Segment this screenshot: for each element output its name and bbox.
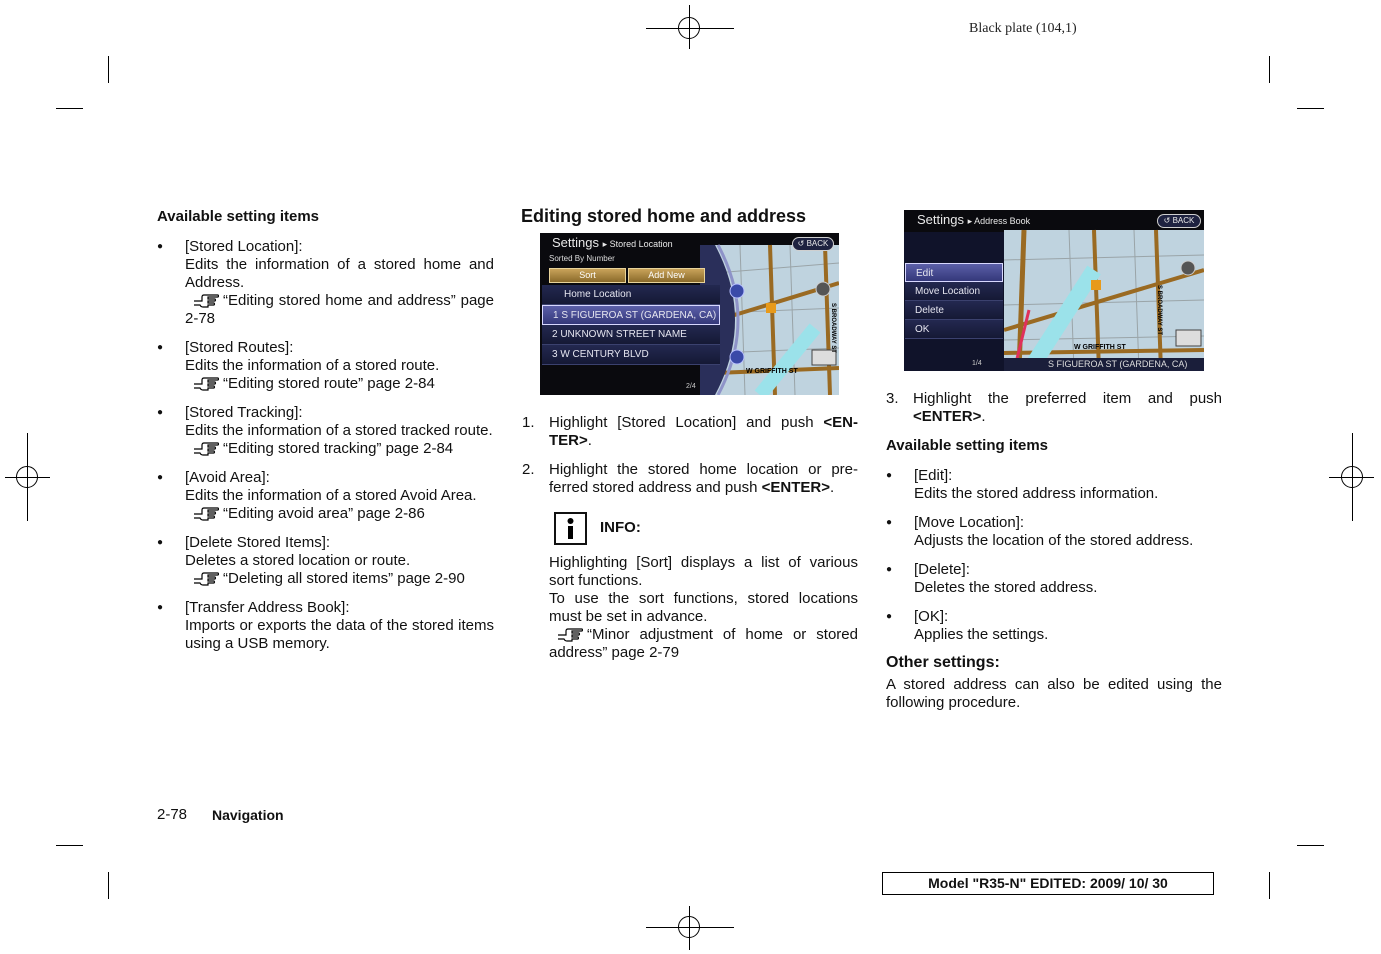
info-label: INFO: [600, 519, 641, 536]
left-heading: Available setting items [157, 208, 319, 225]
right-heading: Available setting items [886, 437, 1048, 454]
list-item-home-location[interactable]: Home Location [542, 285, 720, 305]
crop-mark [1269, 872, 1270, 899]
add-new-button[interactable]: Add New [628, 268, 705, 283]
page-indicator: 1/4 [972, 360, 982, 367]
list-item: ● [Move Location]: Adjusts the location of the stored address. [886, 514, 1222, 550]
section-name: Navigation [212, 807, 284, 823]
step-2: 2. Highlight the stored home location or pre-ferred stored address and push <ENTER>. [522, 461, 858, 496]
page-reference: “Editing stored home and address” page 2-78 [185, 292, 494, 327]
list-item: ● [Delete]: Deletes the stored address. [886, 561, 1222, 597]
right-column [886, 390, 1222, 712]
left-column [157, 208, 494, 653]
section-heading: Editing stored home and address [521, 206, 807, 226]
list-item: ● [Stored Tracking]: Edits the information of a stored tracked route. “Editing stored tracking” page 2-84 [157, 404, 494, 458]
map-street-label: W GRIFFITH ST [1074, 344, 1126, 351]
page-reference: “Deleting all stored items” page 2-90 [185, 570, 494, 588]
page-indicator: 2/4 [686, 383, 696, 390]
nav-screen-stored-location [540, 233, 839, 395]
map-street-label: W GRIFFITH ST [746, 368, 798, 375]
list-item-stored-location[interactable]: 1 S FIGUEROA ST (GARDENA, CA) [542, 305, 720, 325]
crop-mark [56, 108, 83, 109]
crop-mark [108, 56, 109, 83]
list-item: ● [Stored Location]: Edits the information of a stored home and Address. “Editing stored home and address” page 2-78 [157, 238, 494, 328]
middle-column [522, 414, 858, 497]
pointing-hand-icon [193, 375, 219, 391]
pointing-hand-icon [193, 505, 219, 521]
list-item: ● [Transfer Address Book]: Imports or exports the data of the stored items using a USB memory. [157, 599, 494, 653]
model-edited-label: Model "R35-N" EDITED: 2009/ 10/ 30 [882, 872, 1214, 895]
other-settings-text: A stored address can also be edited using the following procedure. [886, 676, 1222, 711]
list-item: ● [Edit]: Edits the stored address information. [886, 467, 1222, 503]
page-reference: “Editing avoid area” page 2-86 [185, 505, 494, 523]
other-settings-heading: Other settings: [886, 654, 1000, 671]
crop-mark [108, 872, 109, 899]
step-3: 3. Highlight the preferred item and push <ENTER>. [886, 390, 1222, 425]
address-label: S FIGUEROA ST (GARDENA, CA) [1048, 359, 1188, 369]
list-item-stored-location[interactable]: 2 UNKNOWN STREET NAME [542, 325, 720, 345]
menu-item-edit[interactable]: Edit [905, 263, 1003, 282]
page-reference: “Minor adjustment of home or stored address” page 2-79 [549, 626, 858, 661]
page-number: 2-78 [157, 806, 188, 823]
map-street-label: S BROADWAY ST [830, 303, 836, 354]
menu-item-delete[interactable]: Delete [905, 301, 1003, 320]
sort-button[interactable]: Sort [549, 268, 626, 283]
page-reference: “Editing stored route” page 2-84 [185, 375, 494, 393]
pointing-hand-icon [557, 626, 583, 642]
map-street-label: S BROADWAY ST [1156, 285, 1162, 336]
step-1: 1. Highlight [Stored Location] and push <EN-TER>. [522, 414, 858, 449]
info-icon [554, 512, 587, 545]
back-button[interactable]: ↺ BACK [1157, 214, 1201, 228]
crop-mark [56, 845, 83, 846]
list-item-stored-location[interactable]: 3 W CENTURY BLVD [542, 345, 720, 365]
pointing-hand-icon [193, 570, 219, 586]
crop-mark [1297, 845, 1324, 846]
page-reference: “Editing stored tracking” page 2-84 [185, 440, 494, 458]
list-item: ● [Delete Stored Items]: Deletes a stored location or route. “Deleting all stored items” page 2-90 [157, 534, 494, 588]
crop-mark [1297, 108, 1324, 109]
menu-item-move-location[interactable]: Move Location [905, 282, 1003, 301]
info-text: Highlighting [Sort] displays a list of various sort functions. To use the sort functions, stored locations must be set in advance. “Minor adjustment of home or stored address” page 2-79 [549, 554, 858, 661]
pointing-hand-icon [193, 292, 219, 308]
plate-label: Black plate (104,1) [969, 21, 1077, 36]
sort-label: Sorted By Number [549, 254, 615, 263]
pointing-hand-icon [193, 440, 219, 456]
back-button[interactable]: ↺ BACK [792, 237, 834, 251]
screen-title: Settings ▸ Address Book [917, 212, 1031, 227]
nav-screen-address-book [904, 210, 1204, 371]
crop-mark [1269, 56, 1270, 83]
list-item: ● [OK]: Applies the settings. [886, 608, 1222, 644]
screen-title: Settings ▸ Stored Location [552, 235, 673, 250]
menu-item-ok[interactable]: OK [905, 320, 1003, 339]
list-item: ● [Avoid Area]: Edits the information of a stored Avoid Area. “Editing avoid area” page 2-86 [157, 469, 494, 523]
list-item: ● [Stored Routes]: Edits the information of a stored route. “Editing stored route” page 2-84 [157, 339, 494, 393]
